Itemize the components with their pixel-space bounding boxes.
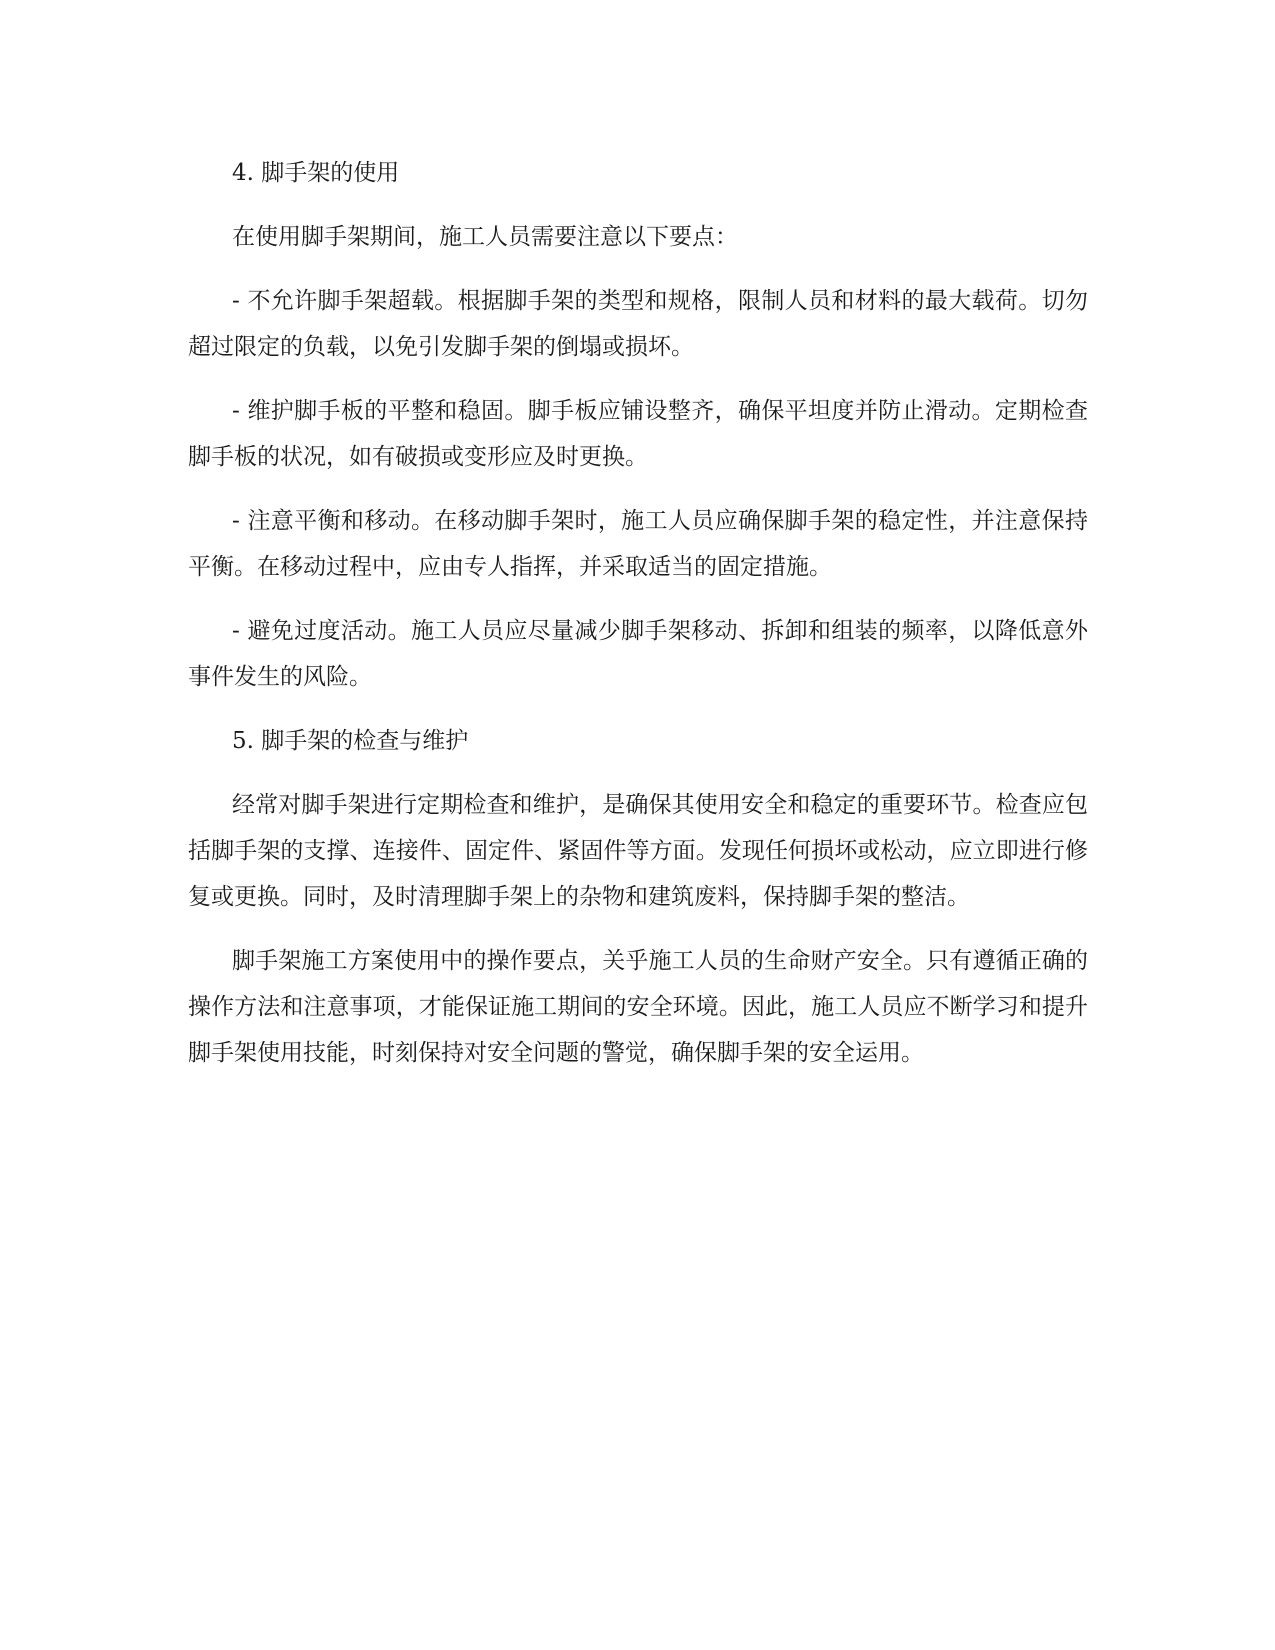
document-body — [188, 150, 1088, 1094]
section-heading: 5. 脚手架的检查与维护 — [232, 728, 469, 754]
list-item: - 避免过度活动。施工人员应尽量减少脚手架移动、拆卸和组装的频率，以降低意外事件发生的风险。 — [188, 618, 1088, 690]
list-item: - 维护脚手板的平整和稳固。脚手板应铺设整齐，确保平坦度并防止滑动。定期检查脚手板的状况，如有破损或变形应及时更换。 — [188, 398, 1088, 470]
conclusion-paragraph: 脚手架施工方案使用中的操作要点，关乎施工人员的生命财产安全。只有遵循正确的操作方法和注意事项，才能保证施工期间的安全环境。因此，施工人员应不断学习和提升脚手架使用技能，时刻保持对安全问题的警觉，确保脚手架的安全运用。 — [188, 948, 1088, 1066]
paragraph: 在使用脚手架期间，施工人员需要注意以下要点： — [232, 224, 738, 250]
section-heading: 4. 脚手架的使用 — [232, 160, 400, 186]
list-item: - 不允许脚手架超载。根据脚手架的类型和规格，限制人员和材料的最大载荷。切勿超过限定的负载，以免引发脚手架的倒塌或损坏。 — [188, 288, 1088, 360]
list-item: - 注意平衡和移动。在移动脚手架时，施工人员应确保脚手架的稳定性，并注意保持平衡。在移动过程中，应由专人指挥，并采取适当的固定措施。 — [188, 508, 1088, 580]
paragraph: 经常对脚手架进行定期检查和维护，是确保其使用安全和稳定的重要环节。检查应包括脚手架的支撑、连接件、固定件、紧固件等方面。发现任何损坏或松动，应立即进行修复或更换。同时，及时清理脚手架上的杂物和建筑废料，保持脚手架的整洁。 — [188, 792, 1088, 910]
